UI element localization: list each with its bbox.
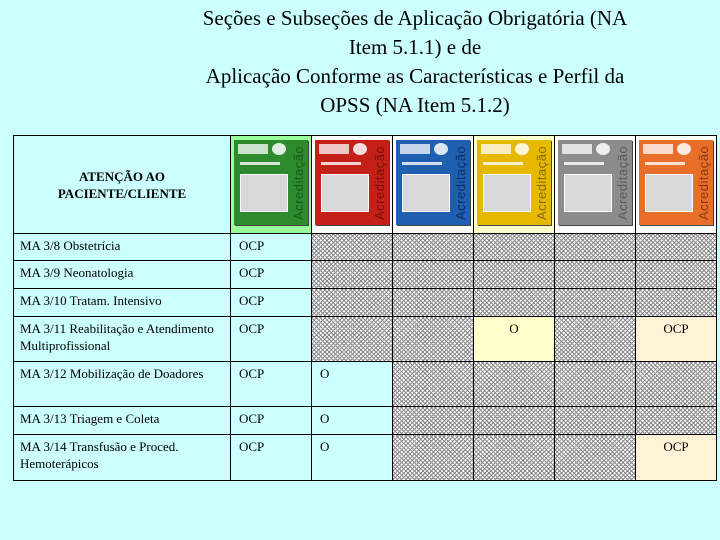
cell-col-3 <box>393 234 474 261</box>
cell-col-4 <box>474 234 555 261</box>
cell-col-1: OCP <box>231 435 312 481</box>
book-side-text-2: Acreditação <box>372 145 387 221</box>
table-row <box>14 289 717 317</box>
title-line-4: OPSS (NA Item 5.1.2) <box>320 93 510 117</box>
cell-col-1: OCP <box>231 362 312 407</box>
cell-col-4 <box>474 362 555 407</box>
book-cell-4 <box>474 136 555 234</box>
book-side-text-3: Acreditação <box>453 145 468 221</box>
row-label: MA 3/8 Obstetrícia <box>14 234 231 261</box>
cell-col-5 <box>555 407 636 435</box>
cell-col-6 <box>636 362 717 407</box>
cell-col-2: O <box>312 435 393 481</box>
cell-col-5 <box>555 362 636 407</box>
manual-cover-2 <box>315 140 389 225</box>
cell-col-6: OCP <box>636 317 717 362</box>
cell-col-6 <box>636 261 717 289</box>
title-line-2: Item 5.1.1) e de <box>348 35 482 59</box>
row-label: MA 3/14 Transfusão e Proced. Hemoterápicos <box>14 435 231 481</box>
page-title <box>150 4 680 120</box>
manual-cover-4 <box>477 140 551 225</box>
cell-col-1: OCP <box>231 289 312 317</box>
cell-col-4: O <box>474 317 555 362</box>
cell-col-2 <box>312 261 393 289</box>
cell-col-4 <box>474 289 555 317</box>
cell-col-6 <box>636 234 717 261</box>
row-label: MA 3/12 Mobilização de Doadores <box>14 362 231 407</box>
cell-col-2 <box>312 234 393 261</box>
title-line-1: Seções e Subseções de Aplicação Obrigatória (NA <box>202 6 628 30</box>
section-header <box>14 136 231 234</box>
title-line-3: Aplicação Conforme as Características e Perfil da <box>205 64 625 88</box>
cell-col-5 <box>555 435 636 481</box>
table-row <box>14 362 717 407</box>
book-side-text-5: Acreditação <box>615 145 630 221</box>
cell-col-5 <box>555 261 636 289</box>
row-label: MA 3/9 Neonatologia <box>14 261 231 289</box>
table-row <box>14 407 717 435</box>
cell-col-3 <box>393 289 474 317</box>
cell-col-4 <box>474 261 555 289</box>
cell-col-5 <box>555 317 636 362</box>
cell-col-2: O <box>312 407 393 435</box>
table-row <box>14 435 717 481</box>
cell-col-1: OCP <box>231 317 312 362</box>
row-label: MA 3/10 Tratam. Intensivo <box>14 289 231 317</box>
sections-table <box>13 135 717 481</box>
book-side-text-6: Acreditação <box>696 145 711 221</box>
book-cell-1 <box>231 136 312 234</box>
book-cell-6 <box>636 136 717 234</box>
cell-col-3 <box>393 317 474 362</box>
cell-col-3 <box>393 362 474 407</box>
cell-col-6: OCP <box>636 435 717 481</box>
cell-col-4 <box>474 407 555 435</box>
book-cell-2 <box>312 136 393 234</box>
header-row <box>14 136 717 234</box>
cell-col-3 <box>393 407 474 435</box>
cell-col-1: OCP <box>231 234 312 261</box>
cell-col-2 <box>312 317 393 362</box>
book-side-text-1: Acreditação <box>291 145 306 221</box>
cell-col-5 <box>555 234 636 261</box>
book-cell-5 <box>555 136 636 234</box>
book-cell-3 <box>393 136 474 234</box>
cell-col-2 <box>312 289 393 317</box>
cell-col-6 <box>636 407 717 435</box>
manual-cover-1 <box>234 140 308 225</box>
cell-col-4 <box>474 435 555 481</box>
cell-col-2: O <box>312 362 393 407</box>
manual-cover-6 <box>639 140 713 225</box>
cell-col-6 <box>636 289 717 317</box>
table-row <box>14 261 717 289</box>
cell-col-3 <box>393 435 474 481</box>
table-row <box>14 317 717 362</box>
cell-col-5 <box>555 289 636 317</box>
row-label: MA 3/13 Triagem e Coleta <box>14 407 231 435</box>
section-header-line-1: ATENÇÃO AO <box>78 168 166 184</box>
manual-cover-5 <box>558 140 632 225</box>
manual-cover-3 <box>396 140 470 225</box>
cell-col-1: OCP <box>231 261 312 289</box>
row-label: MA 3/11 Reabilitação e Atendimento Multiprofissional <box>14 317 231 362</box>
cell-col-3 <box>393 261 474 289</box>
section-header-line-2: PACIENTE/CLIENTE <box>57 185 187 201</box>
table-row <box>14 234 717 261</box>
cell-col-1: OCP <box>231 407 312 435</box>
book-side-text-4: Acreditação <box>534 145 549 221</box>
